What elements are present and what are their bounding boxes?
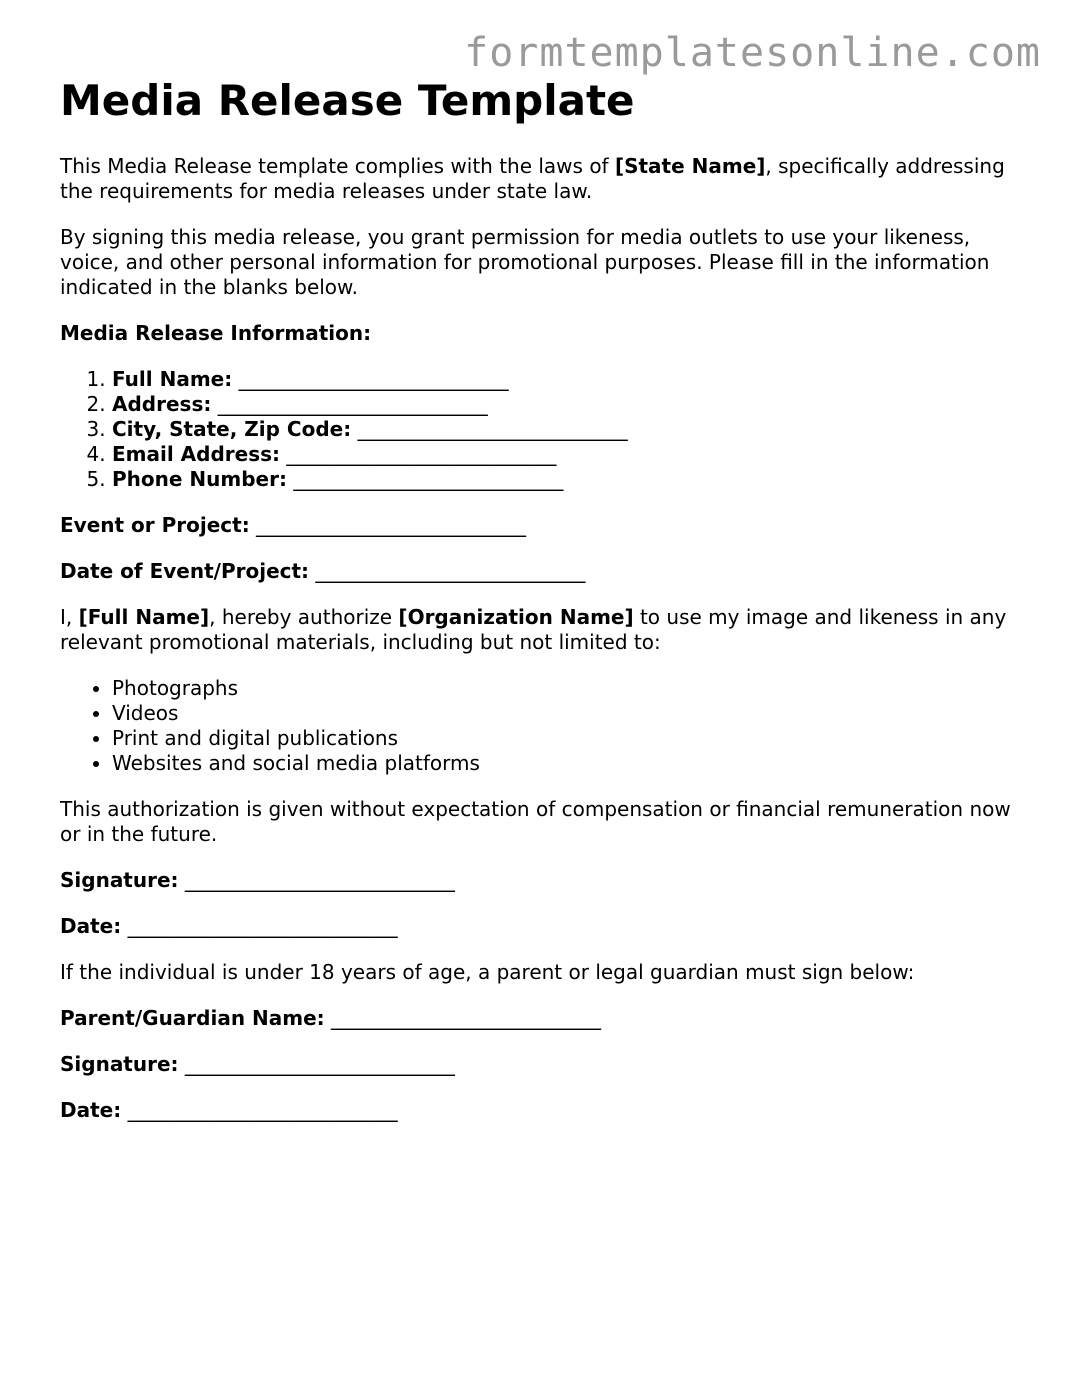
list-item: • Print and digital publications (112, 726, 1020, 751)
info-item-city-state-zip (112, 417, 1020, 442)
signature-field (60, 868, 1020, 893)
list-item: • Photographs (112, 676, 1020, 701)
info-item-phone (112, 467, 1020, 492)
permission-paragraph: By signing this media release, you grant permission for media outlets to use your likeness, voice, and other personal information for promotional purposes. Please fill in the information indicated in the blanks below. (60, 225, 990, 299)
media-types-list (60, 676, 1020, 776)
guardian-date-blank[interactable]: ___________________________ (127, 1098, 398, 1122)
intro-text-after: , specifically addressing the requirements for media releases under state law. (60, 154, 1005, 203)
auth-prefix: I, (60, 605, 79, 629)
guardian-date-label: Date: (60, 1098, 122, 1122)
event-date-blank[interactable]: ___________________________ (315, 559, 586, 583)
info-item-email (112, 442, 1020, 467)
full-name-label: Full Name: (112, 367, 233, 391)
watermark: formtemplatesonline.com (464, 30, 1041, 76)
document-page (60, 78, 1020, 1144)
full-name-placeholder: [Full Name] (78, 605, 210, 629)
signature-blank[interactable]: ___________________________ (184, 868, 455, 892)
city-state-zip-label: City, State, Zip Code: (112, 417, 352, 441)
city-state-zip-blank[interactable]: ___________________________ (357, 417, 628, 441)
auth-middle: , hereby authorize (209, 605, 399, 629)
guardian-signature-blank[interactable]: ___________________________ (184, 1052, 455, 1076)
signature-label: Signature: (60, 868, 179, 892)
list-item: • Websites and social media platforms (112, 751, 1020, 776)
intro-text-before: This Media Release template complies with the laws of (60, 154, 615, 178)
auth-suffix: to use my image and likeness in any relevant promotional materials, including but not limited to: (60, 605, 1007, 654)
info-list (60, 367, 1020, 492)
info-item-full-name (112, 367, 1020, 392)
compensation-paragraph: This authorization is given without expectation of compensation or financial remuneration now or in the future. (60, 797, 1011, 846)
phone-blank[interactable]: ___________________________ (293, 467, 564, 491)
event-date-label: Date of Event/Project: (60, 559, 310, 583)
guardian-signature-field (60, 1052, 1020, 1077)
guardian-name-blank[interactable]: ___________________________ (331, 1006, 602, 1030)
guardian-name-field (60, 1006, 1020, 1031)
info-item-address (112, 392, 1020, 417)
phone-label: Phone Number: (112, 467, 287, 491)
date-field (60, 914, 1020, 939)
intro-paragraph (60, 154, 1020, 204)
address-blank[interactable]: ___________________________ (217, 392, 488, 416)
event-field (60, 513, 1020, 538)
page-title: Media Release Template (60, 76, 635, 125)
authorization-paragraph (60, 605, 1020, 655)
guardian-date-field (60, 1098, 1020, 1123)
guardian-signature-label: Signature: (60, 1052, 179, 1076)
event-blank[interactable]: ___________________________ (256, 513, 527, 537)
full-name-blank[interactable]: ___________________________ (238, 367, 509, 391)
list-item: • Videos (112, 701, 1020, 726)
event-label: Event or Project: (60, 513, 250, 537)
email-label: Email Address: (112, 442, 281, 466)
minor-paragraph: If the individual is under 18 years of age, a parent or legal guardian must sign below: (60, 960, 915, 984)
email-blank[interactable]: ___________________________ (286, 442, 557, 466)
date-blank[interactable]: ___________________________ (127, 914, 398, 938)
guardian-name-label: Parent/Guardian Name: (60, 1006, 325, 1030)
date-label: Date: (60, 914, 122, 938)
event-date-field (60, 559, 1020, 584)
address-label: Address: (112, 392, 212, 416)
state-name-placeholder: [State Name] (614, 154, 766, 178)
organization-name-placeholder: [Organization Name] (398, 605, 634, 629)
info-heading: Media Release Information: (60, 321, 372, 345)
